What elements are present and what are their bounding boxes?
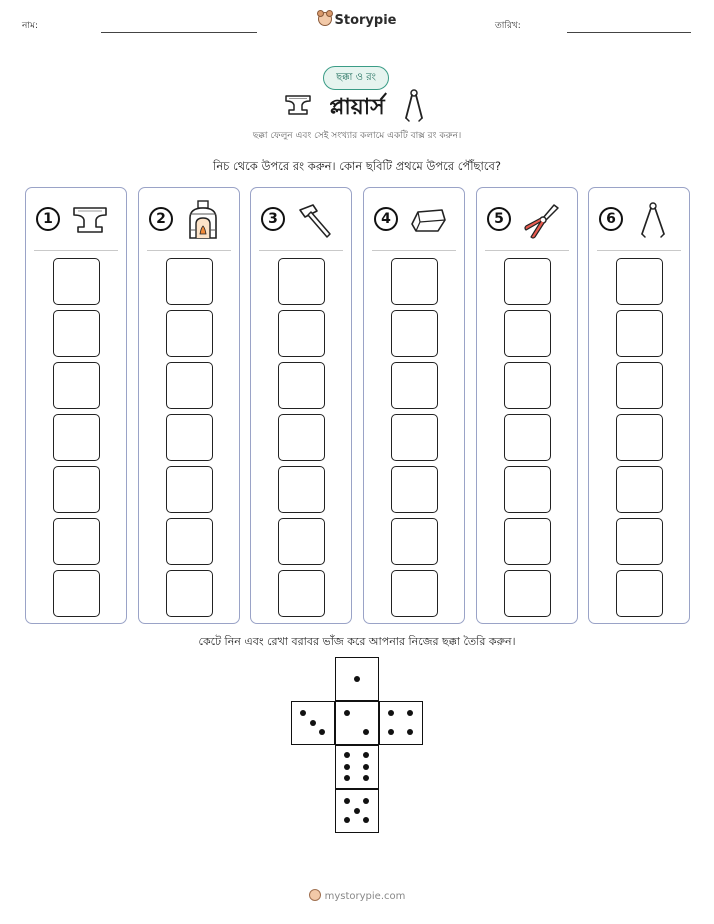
column-number: 3	[261, 207, 285, 231]
column-6	[588, 187, 690, 624]
dice-pip	[344, 752, 350, 758]
color-box[interactable]	[391, 310, 438, 357]
color-box[interactable]	[504, 414, 551, 461]
dice-face	[335, 789, 379, 833]
color-box[interactable]	[616, 362, 663, 409]
column-divider	[372, 250, 456, 251]
date-label: তারিখ:	[495, 21, 521, 31]
brand-name: Storypie	[334, 13, 397, 28]
tongs-icon	[402, 88, 426, 124]
color-box[interactable]	[278, 258, 325, 305]
color-box[interactable]	[53, 310, 100, 357]
footer	[0, 889, 714, 902]
dice-pip	[363, 817, 369, 823]
color-box[interactable]	[278, 518, 325, 565]
color-box[interactable]	[53, 414, 100, 461]
color-box[interactable]	[616, 518, 663, 565]
column-divider	[597, 250, 681, 251]
dice-pip	[363, 764, 369, 770]
color-box[interactable]	[278, 570, 325, 617]
instruction-cutout: কেটে নিন এবং রেখা বরাবর ভাঁজ করে আপনার নিজের ছক্কা তৈরি করুন।	[198, 635, 516, 648]
footer-url: mystorypie.com	[324, 891, 406, 902]
dice-pip	[344, 775, 350, 781]
column-number: 2	[149, 207, 173, 231]
page-title: প্লায়ার্স	[329, 95, 385, 120]
color-box[interactable]	[53, 362, 100, 409]
dice-pip	[388, 710, 394, 716]
metal-ingot-icon	[408, 200, 448, 240]
color-box[interactable]	[53, 258, 100, 305]
color-box[interactable]	[166, 518, 213, 565]
anvil-icon	[70, 200, 110, 240]
color-box[interactable]	[278, 414, 325, 461]
column-5	[476, 187, 578, 624]
dice-pip	[363, 729, 369, 735]
color-box[interactable]	[166, 258, 213, 305]
dice-pip	[363, 752, 369, 758]
column-divider	[485, 250, 569, 251]
color-box[interactable]	[391, 518, 438, 565]
column-number: 5	[487, 207, 511, 231]
forge-furnace-icon	[183, 200, 223, 240]
color-box[interactable]	[166, 466, 213, 513]
column-divider	[34, 250, 118, 251]
column-divider	[259, 250, 343, 251]
color-box[interactable]	[278, 466, 325, 513]
color-box[interactable]	[391, 362, 438, 409]
column-3	[250, 187, 352, 624]
instruction-roll: ছক্কা ফেলুন এবং সেই সংখ্যার কলামে একটি বাক্স রং করুন।	[252, 131, 462, 141]
color-box[interactable]	[166, 362, 213, 409]
column-number: 4	[374, 207, 398, 231]
dice-pip	[407, 729, 413, 735]
dice-face	[291, 701, 335, 745]
color-box[interactable]	[391, 466, 438, 513]
instruction-question: নিচ থেকে উপরে রং করুন। কোন ছবিটি প্রথমে উপরে পৌঁছাবে?	[213, 159, 501, 173]
color-box[interactable]	[278, 362, 325, 409]
pliers-icon	[521, 200, 561, 240]
column-number: 1	[36, 207, 60, 231]
dice-pip	[363, 798, 369, 804]
name-line	[101, 32, 257, 33]
bear-logo-icon	[318, 12, 332, 26]
color-box[interactable]	[53, 570, 100, 617]
dice-pip	[388, 729, 394, 735]
tongs-icon	[633, 200, 673, 240]
color-box[interactable]	[166, 570, 213, 617]
dice-pip	[354, 676, 360, 682]
dice-pip	[354, 808, 360, 814]
column-1	[25, 187, 127, 624]
date-line	[567, 32, 691, 33]
dice-pip	[344, 764, 350, 770]
category-tag: ছক্কা ও রং	[323, 66, 389, 90]
color-box[interactable]	[166, 414, 213, 461]
color-box[interactable]	[504, 362, 551, 409]
color-box[interactable]	[504, 570, 551, 617]
column-2	[138, 187, 240, 624]
column-divider	[147, 250, 231, 251]
column-number: 6	[599, 207, 623, 231]
color-box[interactable]	[504, 258, 551, 305]
dice-face	[335, 701, 379, 745]
dice-pip	[363, 775, 369, 781]
color-box[interactable]	[504, 518, 551, 565]
dice-pip	[310, 720, 316, 726]
color-box[interactable]	[391, 570, 438, 617]
color-box[interactable]	[391, 258, 438, 305]
color-box[interactable]	[166, 310, 213, 357]
brand-logo	[0, 12, 714, 28]
color-box[interactable]	[616, 570, 663, 617]
column-4	[363, 187, 465, 624]
dice-pip	[300, 710, 306, 716]
color-box[interactable]	[504, 466, 551, 513]
color-box[interactable]	[616, 466, 663, 513]
dice-face	[335, 657, 379, 701]
dice-pip	[344, 710, 350, 716]
color-box[interactable]	[616, 414, 663, 461]
color-box[interactable]	[278, 310, 325, 357]
dice-pip	[407, 710, 413, 716]
color-box[interactable]	[504, 310, 551, 357]
color-box[interactable]	[53, 466, 100, 513]
color-box[interactable]	[391, 414, 438, 461]
color-box[interactable]	[616, 258, 663, 305]
hammer-icon	[295, 200, 335, 240]
dice-pip	[344, 817, 350, 823]
dice-pip	[344, 798, 350, 804]
dice-face	[335, 745, 379, 789]
dice-pip	[319, 729, 325, 735]
name-label: নাম:	[22, 21, 39, 31]
bear-logo-icon	[309, 889, 321, 901]
color-box[interactable]	[53, 518, 100, 565]
color-box[interactable]	[616, 310, 663, 357]
dice-face	[379, 701, 423, 745]
